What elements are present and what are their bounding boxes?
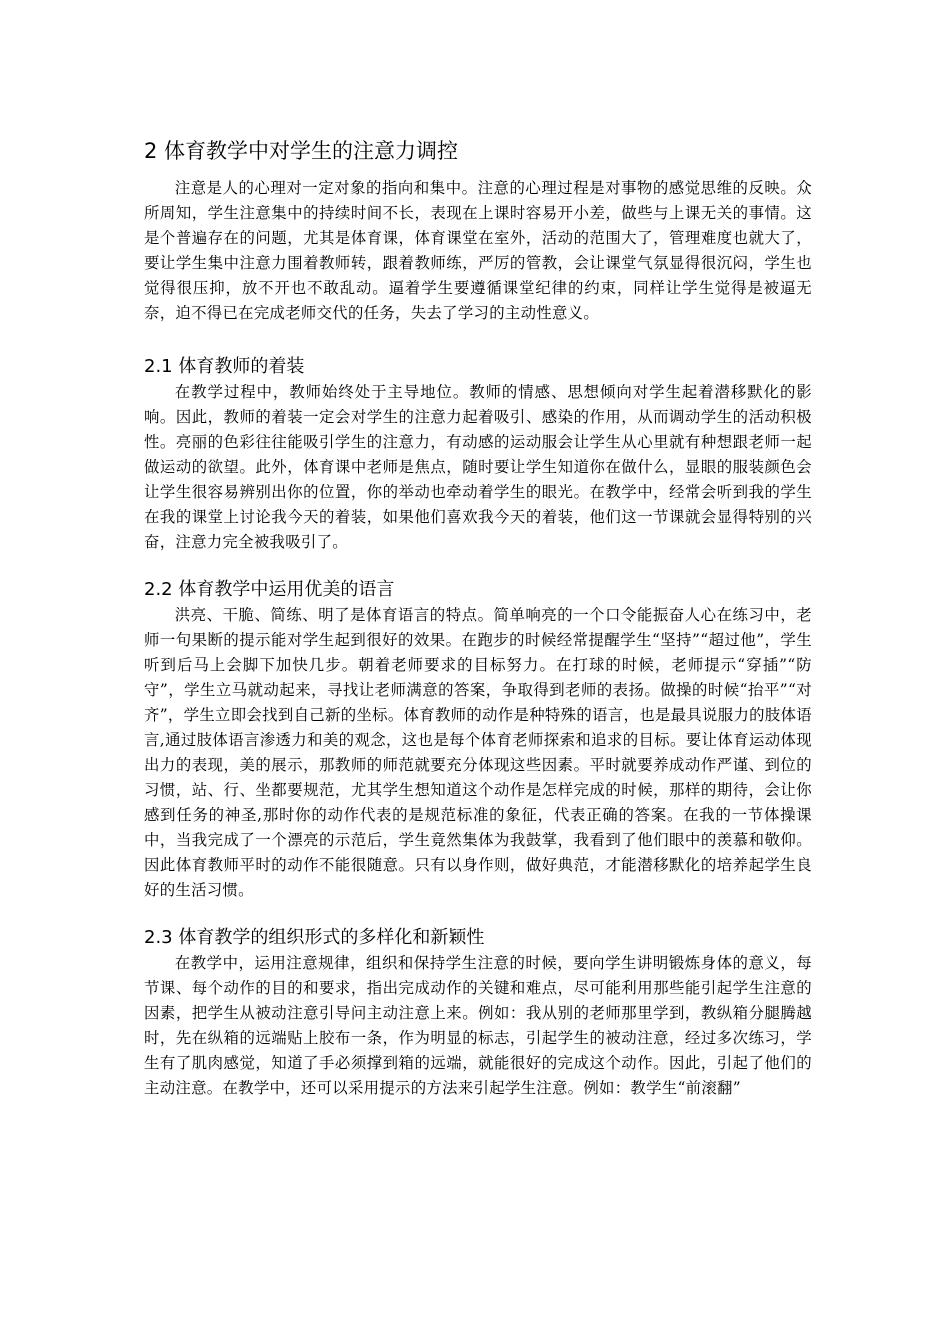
section-heading: 2.1 体育教师的着装 (144, 356, 305, 377)
section-main (144, 136, 812, 326)
section-2-2 (144, 577, 812, 903)
section-heading: 2.2 体育教学中运用优美的语言 (144, 579, 395, 600)
section-paragraph: 在教学中，运用注意规律，组织和保持学生注意的时候，要向学生讲明锻炼身体的意义，每节课、每个动作的目的和要求，指出完成动作的关键和难点，尽可能利用那些能引起学生注意的因素，把学生从被动注意引导问主动注意上来。例如：我从别的老师那里学到，教纵箱分腿腾越时，先在纵箱的远端贴上胶布一条，作为明显的标志，引起学生的被动注意，经过多次练习，学生有了肌肉感觉，知道了手必须撑到箱的远端，就能很好的完成这个动作。因此，引起了他们的主动注意。在教学中，还可以采用提示的方法来引起学生注意。例如：教学生“前滚翻” (144, 954, 812, 1097)
main-heading: 2 体育教学中对学生的注意力调控 (144, 139, 459, 163)
document-page (144, 136, 812, 1123)
section-paragraph: 洪亮、干脆、简练、明了是体育语言的特点。简单响亮的一个口令能振奋人心在练习中，老师一句果断的提示能对学生起到很好的效果。在跑步的时候经常提醒学生“坚持”“超过他”，学生听到后马上会脚下加快几步。朝着老师要求的目标努力。在打球的时候，老师提示“穿插”“防守”，学生立马就动起来，寻找让老师满意的答案，争取得到老师的表扬。做操的时候“抬平”“对齐”，学生立即会找到自己新的坐标。体育教师的动作是种特殊的语言，也是最具说服力的肢体语言,通过肢体语言渗透力和美的观念，这也是每个体育老师探索和追求的目标。要让体育运动体现出力的表现，美的展示，那教师的师范就要充分体现这些因素。平时就要养成动作严谨、到位的习惯，站、行、坐都要规范，尤其学生想知道这个动作是怎样完成的时候，那样的期待，会让你感到任务的神圣,那时你的动作代表的是规范标准的象征，代表正确的答案。在我的一节体操课中，当我完成了一个漂亮的示范后，学生竟然集体为我鼓掌，我看到了他们眼中的羡慕和敬仰。因此体育教师平时的动作不能很随意。只有以身作则，做好典范，才能潜移默化的培养起学生良好的生活习惯。 (144, 606, 812, 899)
section-2-3 (144, 925, 812, 1101)
section-heading: 2.3 体育教学的组织形式的多样化和新颖性 (144, 927, 485, 948)
section-paragraph: 在教学过程中，教师始终处于主导地位。教师的情感、思想倾向对学生起着潜移默化的影响。因此，教师的着装一定会对学生的注意力起着吸引、感染的作用，从而调动学生的活动积极性。亮丽的色彩往往能吸引学生的注意力，有动感的运动服会让学生从心里就有种想跟老师一起做运动的欲望。此外，体育课中老师是焦点，随时要让学生知道你在做什么，显眼的服装颜色会让学生很容易辨别出你的位置，你的举动也牵动着学生的眼光。在教学中，经常会听到我的学生在我的课堂上讨论我今天的着装，如果他们喜欢我今天的着装，他们这一节课就会显得特别的兴奋，注意力完全被我吸引了。 (144, 383, 812, 551)
intro-paragraph: 注意是人的心理对一定对象的指向和集中。注意的心理过程是对事物的感觉思维的反映。众所周知，学生注意集中的持续时间不长，表现在上课时容易开小差，做些与上课无关的事情。这是个普遍存在的问题，尤其是体育课，体育课堂在室外，活动的范围大了，管理难度也就大了，要让学生集中注意力围着教师转，跟着教师练，严厉的管教，会让课堂气氛显得很沉闷，学生也觉得很压抑，放不开也不敢乱动。逼着学生要遵循课堂纪律的约束，同样让学生觉得是被逼无奈，迫不得已在完成老师交代的任务，失去了学习的主动性意义。 (144, 179, 812, 322)
section-2-1 (144, 354, 812, 555)
